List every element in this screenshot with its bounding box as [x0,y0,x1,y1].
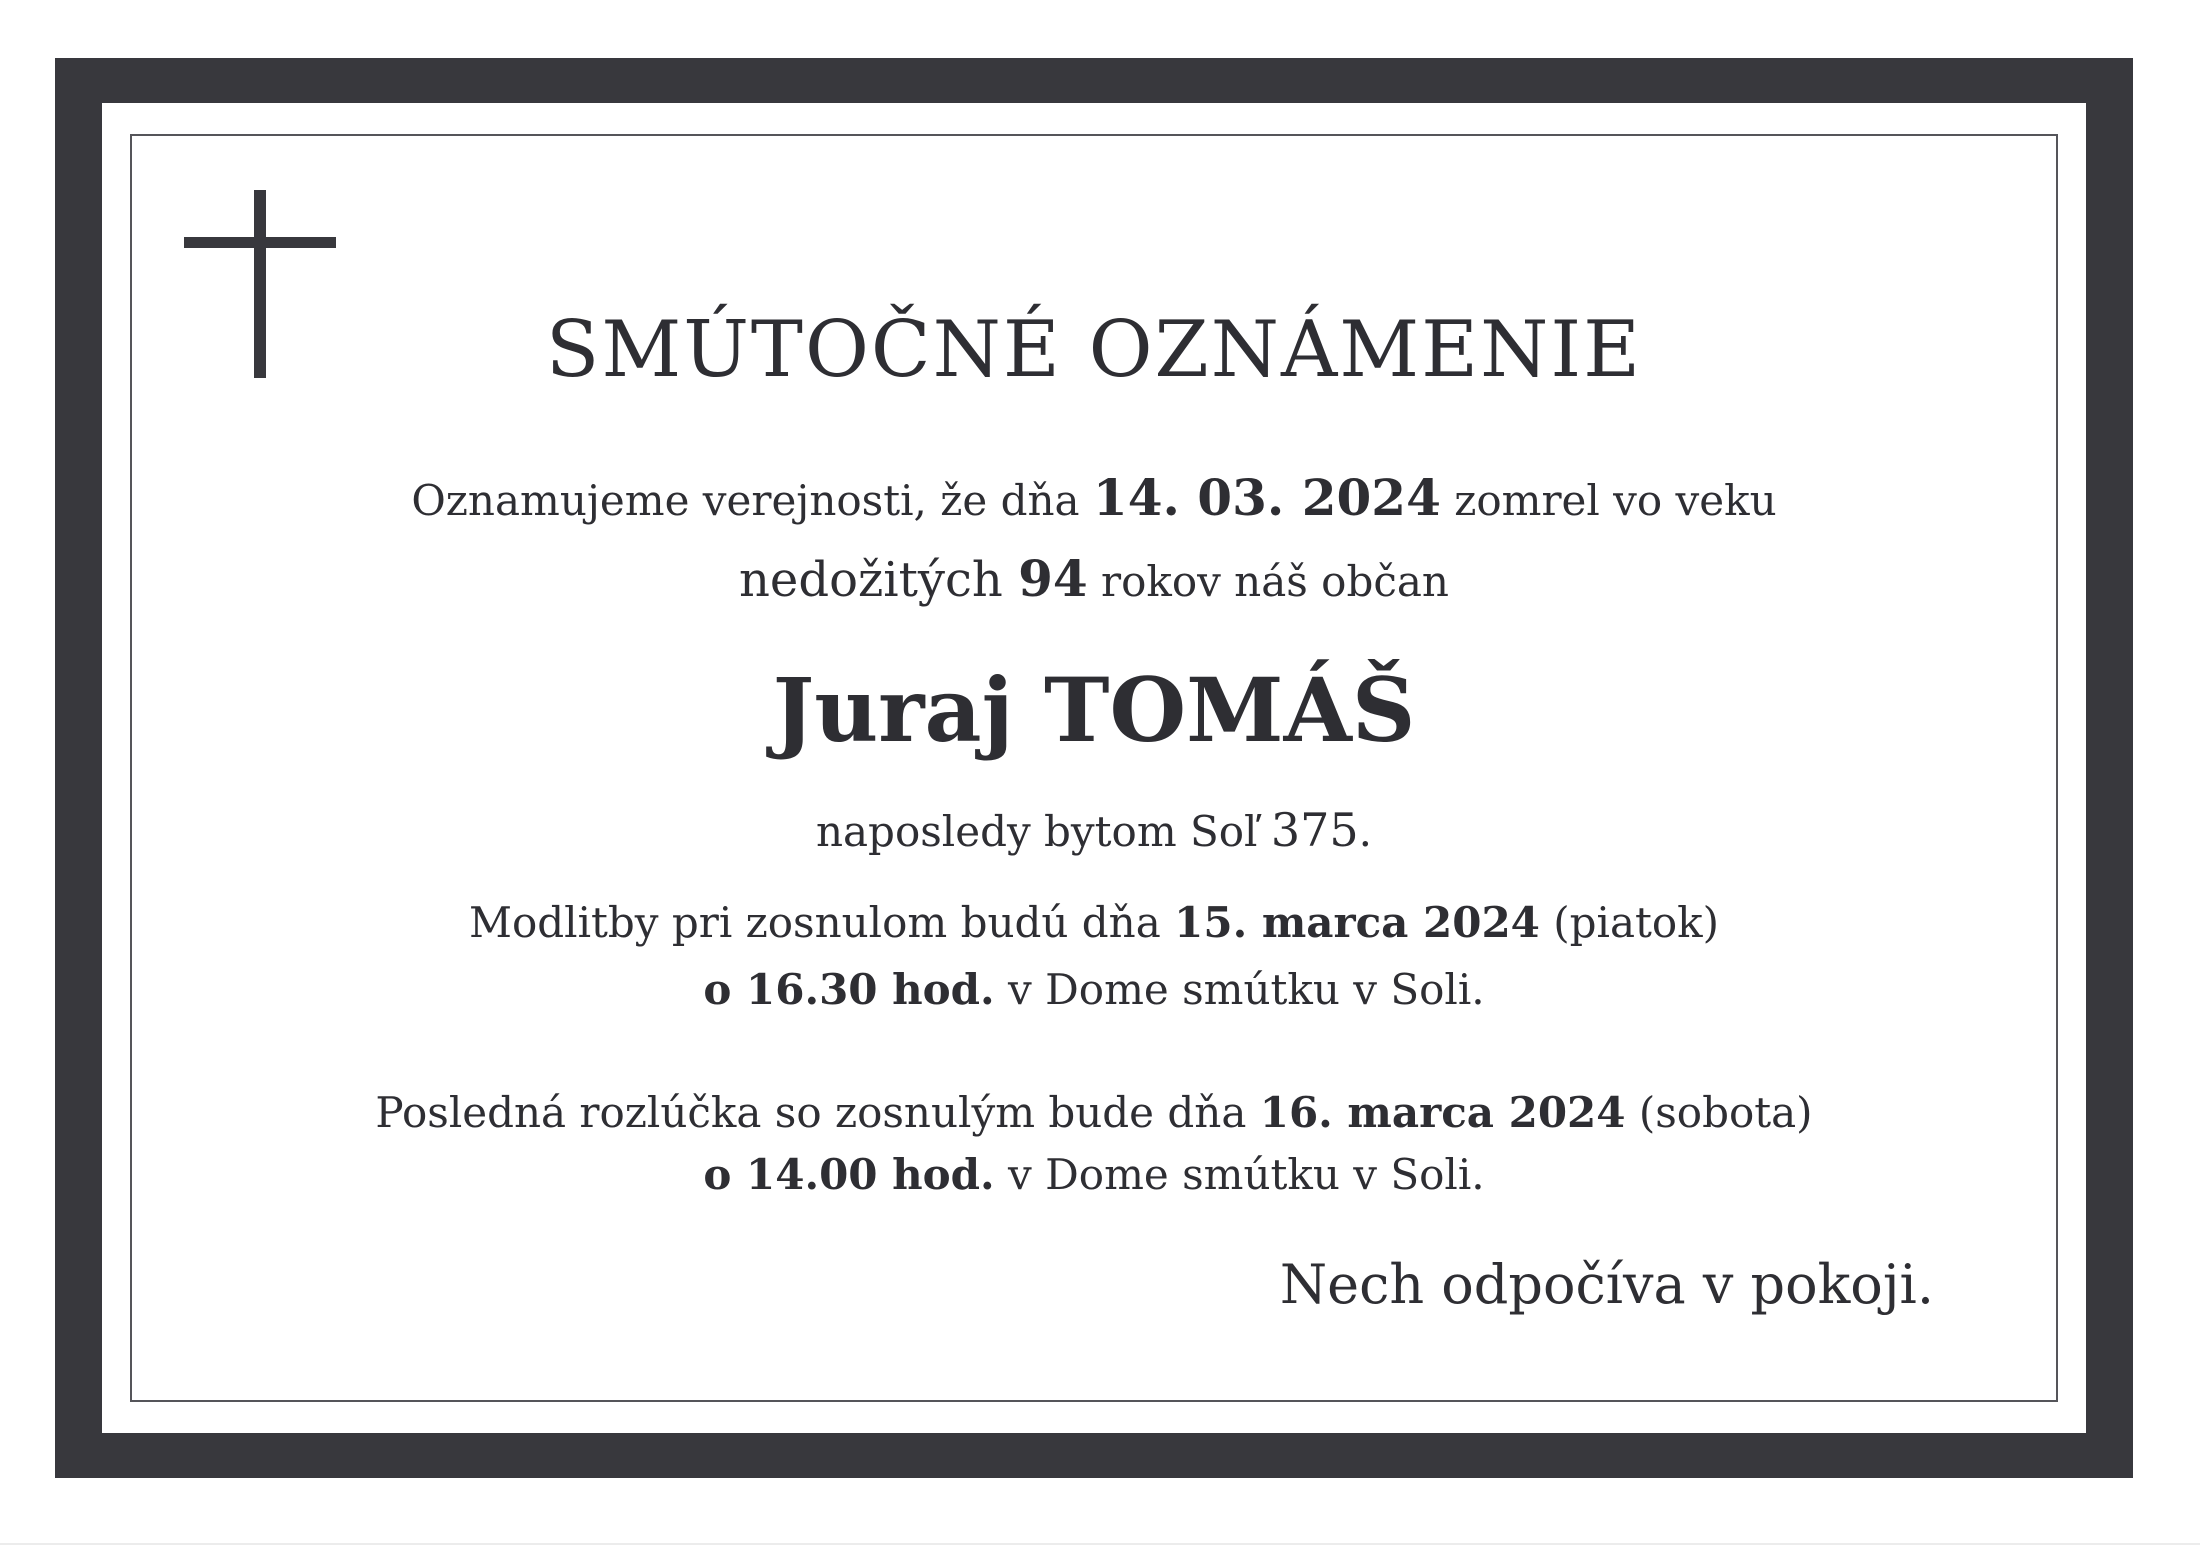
prayers-time: o 16.30 hod. [703,965,995,1014]
farewell-date: 16. marca 2024 [1259,1088,1626,1137]
address-suffix: . [1358,807,1373,856]
prayers-line-1 [102,898,2086,947]
age-suffix: rokov náš občan [1087,557,1449,606]
address-line [102,803,2086,857]
announcement-suffix: zomrel vo veku [1440,476,1777,525]
age-prefix: nedožitých [739,552,1019,608]
farewell-line-1 [102,1088,2086,1137]
farewell-time: o 14.00 hod. [703,1150,995,1199]
cross-horizontal-bar [184,237,336,248]
deceased-name: Juraj TOMÁŠ [772,658,1416,762]
announcement-line-1 [102,468,2086,527]
farewell-line-2 [102,1150,2086,1199]
notice-title: SMÚTOČNÉ OZNÁMENIE [545,305,1643,395]
farewell-prefix: Posledná rozlúčka so zosnulým bude dňa [375,1088,1260,1137]
address-number: 375 [1270,803,1359,857]
death-date: 14. 03. 2024 [1092,468,1441,527]
closing-phrase: Nech odpočíva v pokoji. [1279,1253,1934,1316]
prayers-date: 15. marca 2024 [1174,898,1540,947]
age-value: 94 [1018,549,1088,608]
notice-frame [55,58,2133,1478]
scan-edge-line [0,1543,2200,1545]
prayers-line-2 [102,965,2086,1014]
farewell-place: v Dome smútku v Soli. [994,1150,1485,1199]
prayers-day: (piatok) [1539,898,1720,947]
notice-card [102,103,2086,1433]
prayers-place: v Dome smútku v Soli. [994,965,1485,1014]
prayers-prefix: Modlitby pri zosnulom budú dňa [468,898,1175,947]
announcement-prefix: Oznamujeme verejnosti, že dňa [411,476,1093,525]
farewell-day: (sobota) [1625,1088,1813,1137]
address-prefix: naposledy bytom Soľ [815,807,1271,856]
announcement-line-2 [102,549,2086,608]
